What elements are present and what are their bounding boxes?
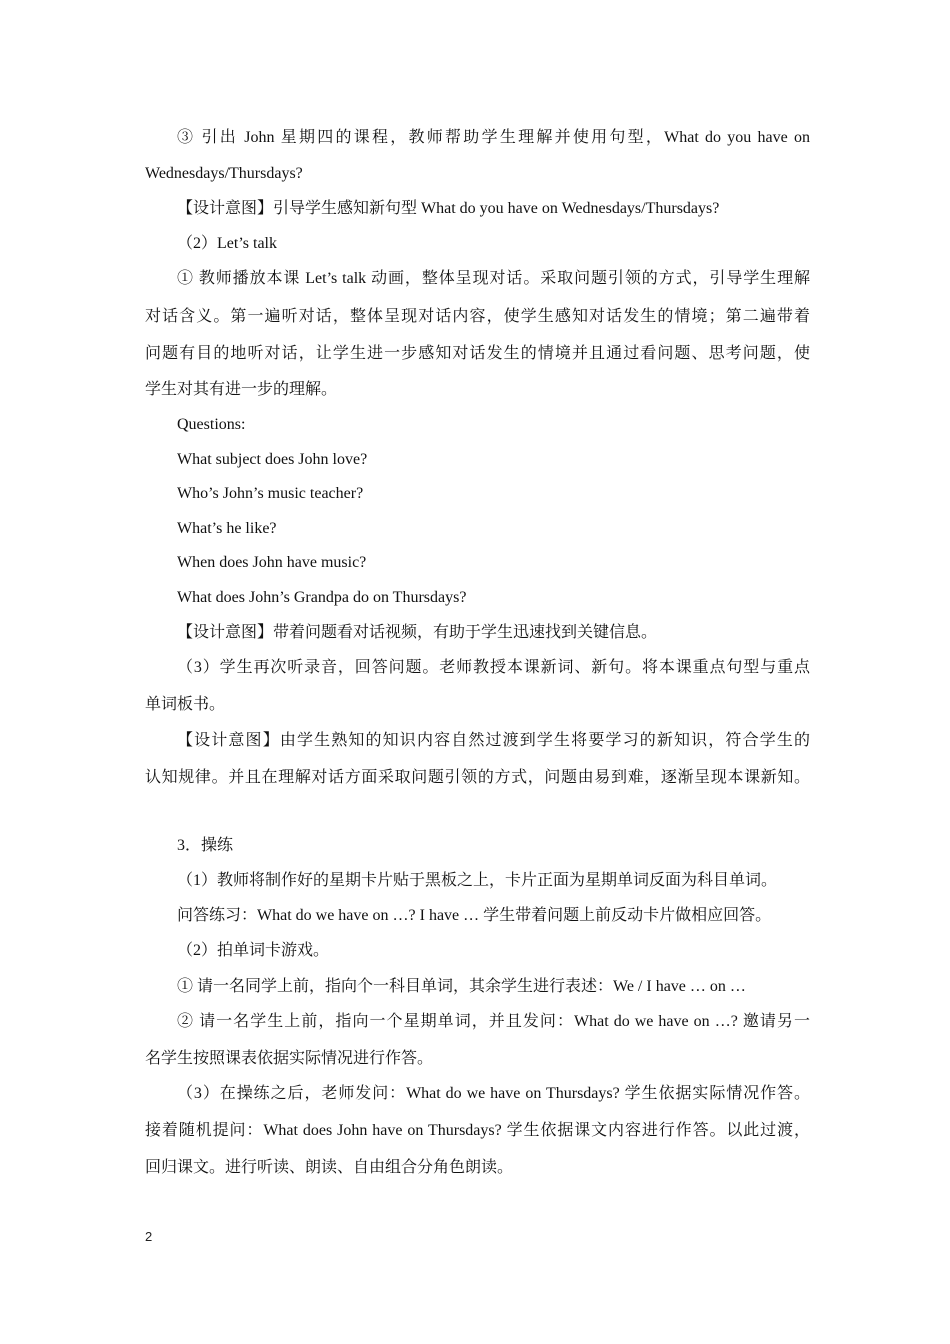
question-item: What does John’s Grandpa do on Thursdays?	[177, 589, 467, 606]
question-item: What subject does John love?	[177, 451, 368, 468]
text-line: 名学生按照课表依据实际情况进行作答。	[145, 1050, 434, 1067]
text-line: （2）拍单词卡游戏。	[177, 942, 330, 959]
text-line: 对话含义。第一遍听对话，整体呈现对话内容，使学生感知对话发生的情境；第二遍带着	[145, 308, 810, 325]
text-line: ① 请一名同学上前，指向个一科目单词，其余学生进行表述：We / I have … on …	[177, 978, 746, 995]
text-line: 【设计意图】由学生熟知的知识内容自然过渡到学生将要学习的新知识，符合学生的	[177, 732, 810, 749]
question-item: When does John have music?	[177, 554, 367, 571]
text-line: （1）教师将制作好的星期卡片贴于黑板之上，卡片正面为星期单词反面为科目单词。	[177, 872, 778, 889]
text-line: 学生对其有进一步的理解。	[145, 381, 338, 398]
text-line: 单词板书。	[145, 696, 226, 713]
text-line: 问题有目的地听对话，让学生进一步感知对话发生的情境并且通过看问题、思考问题，使	[145, 345, 810, 362]
text-line: （3）学生再次听录音，回答问题。老师教授本课新词、新句。将本课重点句型与重点	[177, 659, 810, 676]
text-line: 认知规律。并且在理解对话方面采取问题引领的方式，问题由易到难，逐渐呈现本课新知。	[145, 769, 810, 786]
text-line: 回归课文。进行听读、朗读、自由组合分角色朗读。	[145, 1159, 514, 1176]
text-line: 接着随机提问：What does John have on Thursdays? 学生依据课文内容进行作答。以此过渡，	[145, 1122, 810, 1139]
text-line: 问答练习：What do we have on …? I have … 学生带着问题上前反动卡片做相应回答。	[177, 907, 772, 924]
text-line: 【设计意图】带着问题看对话视频，有助于学生迅速找到关键信息。	[177, 624, 658, 641]
text-line: ③ 引出 John 星期四的课程，教师帮助学生理解并使用句型，What do you have on	[177, 129, 810, 146]
text-line: （3）在操练之后，老师发问：What do we have on Thursdays? 学生依据实际情况作答。	[177, 1085, 810, 1102]
section-heading: （2）Let’s talk	[177, 235, 277, 252]
page-number: 2	[145, 1229, 153, 1244]
text-line: ② 请一名学生上前，指向一个星期单词，并且发问：What do we have on …? 邀请另一	[177, 1013, 810, 1030]
text-line: ① 教师播放本课 Let’s talk 动画，整体呈现对话。采取问题引领的方式，引导学生理解	[177, 270, 810, 287]
question-item: Who’s John’s music teacher?	[177, 485, 364, 502]
questions-heading: Questions:	[177, 416, 246, 433]
section-heading: 3．操练	[177, 837, 234, 854]
question-item: What’s he like?	[177, 520, 277, 537]
text-line: 【设计意图】引导学生感知新句型 What do you have on Wednesdays/Thursdays?	[177, 200, 720, 217]
text-line: Wednesdays/Thursdays?	[145, 165, 303, 182]
